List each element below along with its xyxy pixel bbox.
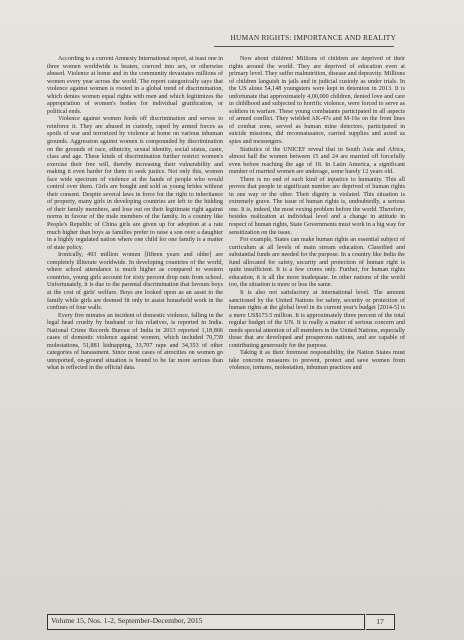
issue-label: Volume 15, Nos. 1-2, September-December, 2015 (51, 616, 203, 625)
paragraph: There is no end of such kind of injustice to humanity. This all proves that people in significant number are deprived of human rights in one way or the other. Their dignity is violated. This situation is extremely grave. The issue of human rights is, undoubtedly, a serious one. It is, indeed, the most vexing problem before the world. Therefore, besides realization at individual level and a change in attitude in respect of human rights, State Governments must work in a big way for sensitization on the issue. (229, 176, 405, 236)
paragraph: Taking it as their foremost responsibility, the Nation States must take concrete measures to prevent, protect and save women from violence, tortures, molestation, inhuman practices and (229, 350, 405, 372)
issue-footer (47, 614, 365, 630)
paragraph: Statistics of the UNICEF reveal that in South Asia and Africa, almost half the women between 15 and 24 are married off forcefully even before reaching the age of 18. In Latin America, a significant number of married women are underage, some barely 12 years old. (229, 146, 405, 176)
left-column (47, 56, 223, 604)
paragraph: It is also not satisfactory at international level. The amount sanctioned by the United Nations for safety, security or protection of human rights at the global level in its current year's budget [2014-5] is a mere US$173.5 million. It is approximately three percent of the total regular budget of the UN. It is really a matter of serious concern and needs special attention of all members in the United Nations, especially those that are developed and prosperous nations, and are capable of contributing generously for the purpose. (229, 289, 405, 349)
paragraph: According to a current Amnesty International report, at least one in three women worldwide is beaten, coerced into sex, or otherwise abused. Violence at home and in the community devastates millions of women every year across the world. The report categorically says that violence against women is rooted in a global trend of discrimination, which denies women equal rights with men and which legitimizes the appropriation of women's bodies for individual gratification, or political ends. (47, 56, 223, 115)
paragraph: Violence against women feeds off discrimination and serves to reinforce it. They are abused in custody, raped by armed forces as spoils of war and terrorized by violence at home on various inhuman grounds. Aggression against women is compounded by discrimination on the grounds of race, ethnicity, sexual identity, social status, caste, class and age. These kinds of discrimination further restrict women's exercise their free will, thereby increasing their vulnerability and making it even harder for them to seek justice. Not only this, women face wide spectrum of violence at the hands of people who would control over them. Girls are bought and sold as young brides without their consent. Despite several laws in force for the right to inheritance of property, many girls in developing countries are left to the bidding of their family members, and lose out on their legitimate right against norms in favour of the male members of the family. In a country like People's Republic of China girls are given up for adoption at a rate much higher than boys as families prefer to raise a son over a daughter in a highly regulated nation where one child for one family is a matter of state policy. (47, 116, 223, 251)
paragraph: Every five minutes an incident of domestic violence, falling in the legal head cruelty by husband or his relatives, is reported in India. National Crime Records Bureau of India in 2013 reported 1,18,866 cases of domestic violence against women, which included 70,739 molestations, 51,881 kidnapping, 33,707 rape and 34,353 of other categories of harassment. Since most cases of atrocities on women go unreported, on-ground situation is bound to be far more serious than what is reflected in the official data. (47, 312, 223, 372)
right-column (229, 56, 405, 604)
running-header: HUMAN RIGHTS: IMPORTANCE AND REALITY (230, 33, 396, 42)
paragraph: For example, States can make human rights an essential subject of curriculum at all levels of main stream education. Classified and substantial funds are needed for the purpose. In a country like India the fund allocated for safety, security and protection of human right is quite insufficient. It is a few crores only. Further, for human rights education, it is all the more inadequate. In other nations of the world too, the situation is more or less the same. (229, 237, 405, 289)
page-number: 17 (366, 614, 395, 630)
paragraph: Now about children! Millions of children are deprived of their rights around the world. They are deprived of education even at primary level. They suffer malnutrition, disease and depravity. Millions of children languish in jails and in judicial custody as under trials. In the US alone 54,148 youngsters were kept in detention in 2013. It is unfortunate that approximately 4,00,000 children, denied love and care in childhood and subjected to horrific violence, were forced to serve as soldiers in warfare. These young combatants participated in all aspects of armed conflict. They wielded AK-47s and M-16s on the front lines of combat zone, served as human mine detectors, participated in suicide missions, did reconnaissance, carried supplies and acted as spies and messengers. (229, 56, 405, 146)
paragraph: Ironically, 493 million women [fifteen years and older] are completely illiterate worldwide. In developing countries of the world, where school attendance is much higher as compared to western countries, young girls account for sixty percent drop outs from school. Unfortunately, it is due to the parental discrimination that favours boys at the cost of girls' welfare. Boys are looked upon as an asset to the family while girls are deemed fit only to assist household work in the confines of four walls. (47, 252, 223, 312)
